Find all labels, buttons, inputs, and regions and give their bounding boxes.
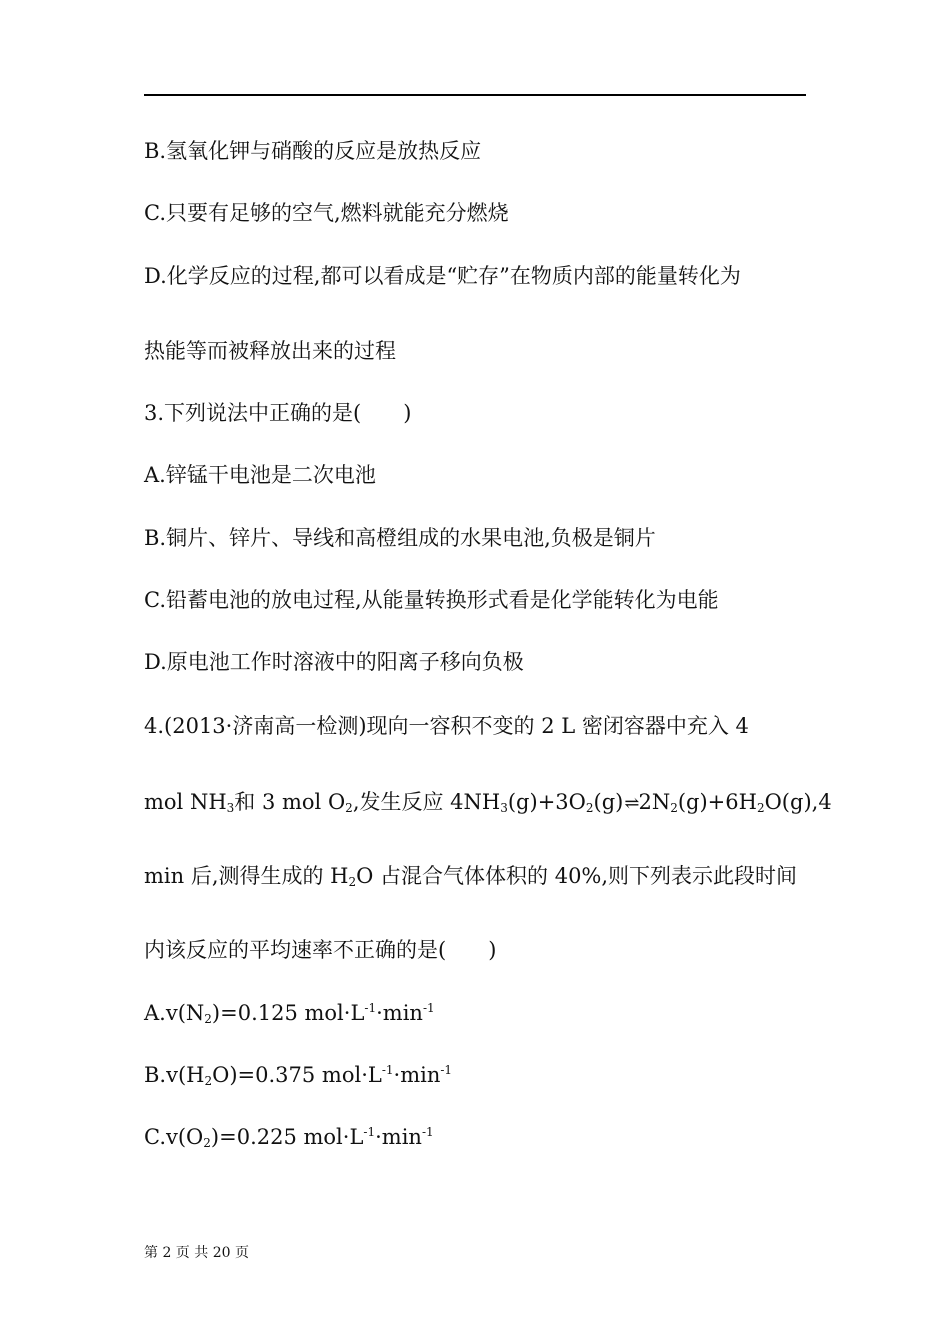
question-3-stem: 3.下列说法中正确的是( ) (144, 401, 412, 425)
page-footer: 第 2 页 共 20 页 (144, 1245, 249, 1261)
option-b-q2: B.氢氧化钾与硝酸的反应是放热反应 (144, 139, 482, 163)
option-b-q4: $B.v(H_2O)=0.375$ $mol\cdot L^{-1}\cdot\min^{-1}$ (144, 1063, 453, 1088)
question-4-stem-line4: 内该反应的平均速率不正确的是( ) (144, 938, 497, 962)
equilibrium-arrow: ⇌ (624, 793, 638, 814)
option-d-q3: D.原电池工作时溶液中的阳离子移向负极 (144, 650, 524, 674)
option-d-q2-line2: 热能等而被释放出来的过程 (144, 339, 396, 363)
option-c-q2: C.只要有足够的空气,燃料就能充分燃烧 (144, 201, 509, 225)
header-rule (144, 94, 806, 96)
question-4-stem-line1: 4.(2013·济南高一检测)现向一容积不变的 2 L 密闭容器中充入 4 (144, 714, 749, 738)
option-d-q2-line1: D.化学反应的过程,都可以看成是“贮存”在物质内部的能量转化为 (144, 264, 741, 288)
option-c-q4: $C.v(O_2)=0.225$ $mol\cdot L^{-1}\cdot\min^{-1}$ (144, 1125, 434, 1150)
option-a-q4: $A.v(N_2)=0.125$ $mol\cdot L^{-1}\cdot\min^{-1}$ (144, 1001, 435, 1026)
option-b-q3: B.铜片、锌片、导线和高橙组成的水果电池,负极是铜片 (144, 526, 656, 550)
option-a-q3: A.锌锰干电池是二次电池 (144, 463, 376, 487)
question-4-stem-line3: min 后,测得生成的 $H_2O$ 占混合气体体积的 40%,则下列表示此段时间 (144, 864, 798, 889)
question-4-stem-line2: mol $NH_3$和 3 mol $O_2$,发生反应 $4NH_3(g)+3O_2(g)\rightleftharpoons 2N_2(g)+6H_2O(g),4$ (144, 790, 832, 815)
option-c-q3: C.铅蓄电池的放电过程,从能量转换形式看是化学能转化为电能 (144, 588, 719, 612)
